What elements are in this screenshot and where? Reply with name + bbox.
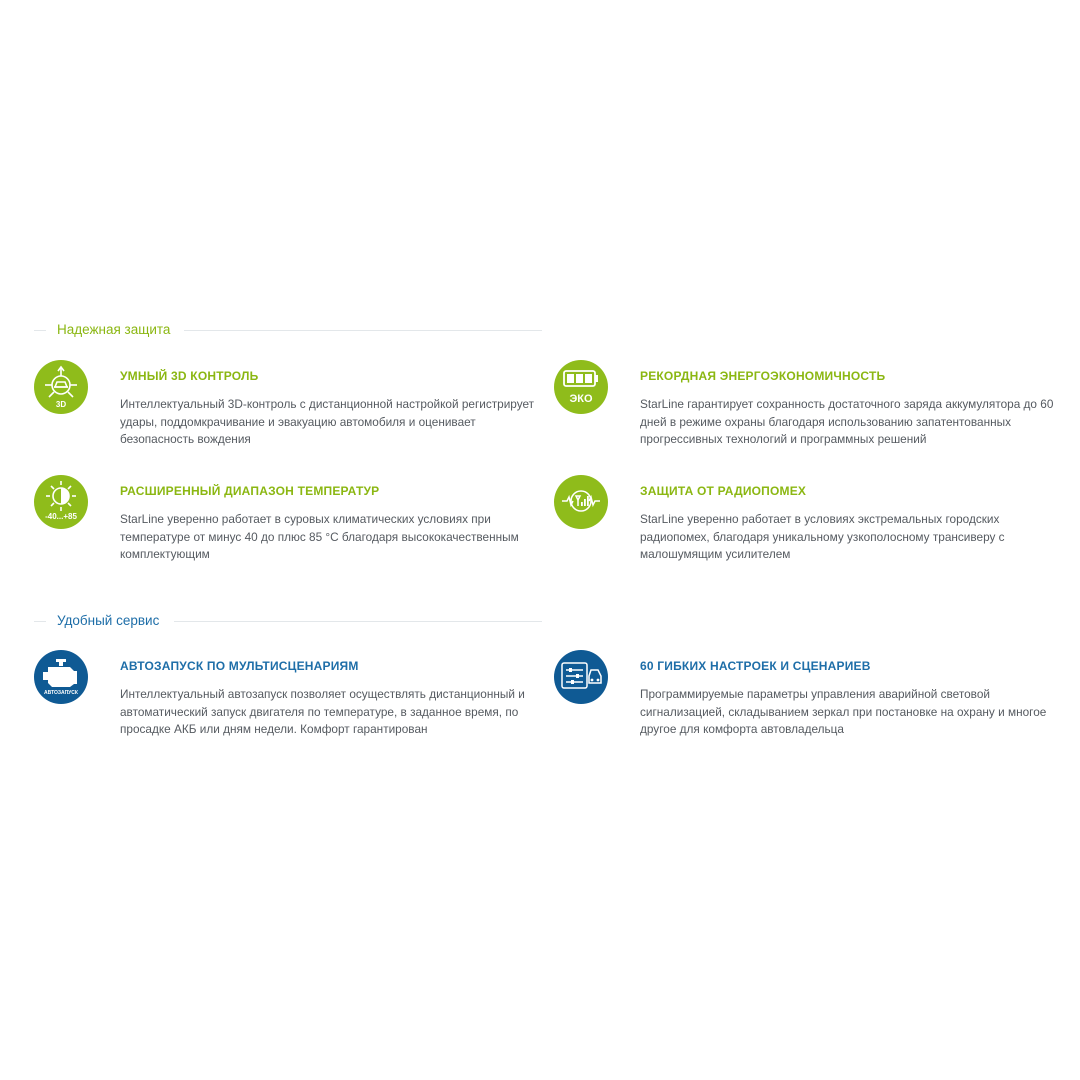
- feature-description: Интеллектуальный 3D-контроль с дистанционной настройкой регистрирует удары, поддомкрачивание и эвакуацию автомобиля и оценивает безопасность вождения: [120, 397, 535, 446]
- icon-label-autostart: АВТОЗАПУСК: [44, 690, 78, 696]
- section-dash: [34, 621, 46, 622]
- section-header-reliable-protection: [34, 320, 542, 340]
- feature-title: РЕКОРДНАЯ ЭНЕРГОЭКОНОМИЧНОСТЬ: [640, 369, 886, 383]
- feature-description: StarLine уверенно работает в условиях экстремальных городских радиопомех, благодаря уникальному узкополосному трансиверу с малошумящим усилителем: [640, 512, 1005, 561]
- section-dash: [34, 330, 46, 331]
- feature-description: Программируемые параметры управления аварийной световой сигнализацией, складыванием зеркал при постановке на охрану и многое другое для комфорта автовладельца: [640, 687, 1047, 736]
- feature-title: РАСШИРЕННЫЙ ДИАПАЗОН ТЕМПЕРАТУР: [120, 484, 380, 498]
- settings-car-icon: [554, 650, 608, 704]
- icon-label-temperature: -40...+85: [45, 512, 77, 521]
- feature-title: 60 ГИБКИХ НАСТРОЕК И СЦЕНАРИЕВ: [640, 659, 871, 673]
- feature-description: StarLine гарантирует сохранность достаточного заряда аккумулятора до 60 дней в режиме охраны благодаря использованию запатентованных прогрессивных технологий и программных решений: [640, 397, 1054, 446]
- sun-snowflake-icon: [34, 475, 88, 529]
- section-divider: [174, 621, 542, 622]
- section-divider: [184, 330, 542, 331]
- section-title: Удобный сервис: [57, 613, 160, 628]
- radio-signal-icon: [554, 475, 608, 529]
- icon-label-eco: ЭКО: [569, 393, 593, 405]
- feature-description: Интеллектуальный автозапуск позволяет осуществлять дистанционный и автоматический запуск двигателя по температуре, в заданное время, по просадке АКБ или дням недели. Комфорт гарантирован: [120, 687, 525, 736]
- feature-description: StarLine уверенно работает в суровых климатических условиях при температуре от минус 40 до плюс 85 °С благодаря высококачественным комплектующим: [120, 512, 519, 561]
- feature-title: АВТОЗАПУСК ПО МУЛЬТИСЦЕНАРИЯМ: [120, 659, 359, 673]
- section-title: Надежная защита: [57, 322, 171, 337]
- car-3d-icon: [34, 360, 88, 414]
- feature-title: ЗАЩИТА ОТ РАДИОПОМЕХ: [640, 484, 807, 498]
- section-header-convenient-service: [34, 611, 542, 631]
- feature-title: УМНЫЙ 3D КОНТРОЛЬ: [120, 369, 259, 383]
- battery-eco-icon: [554, 360, 608, 414]
- icon-label-3d: 3D: [55, 400, 67, 409]
- engine-autostart-icon: [34, 650, 88, 704]
